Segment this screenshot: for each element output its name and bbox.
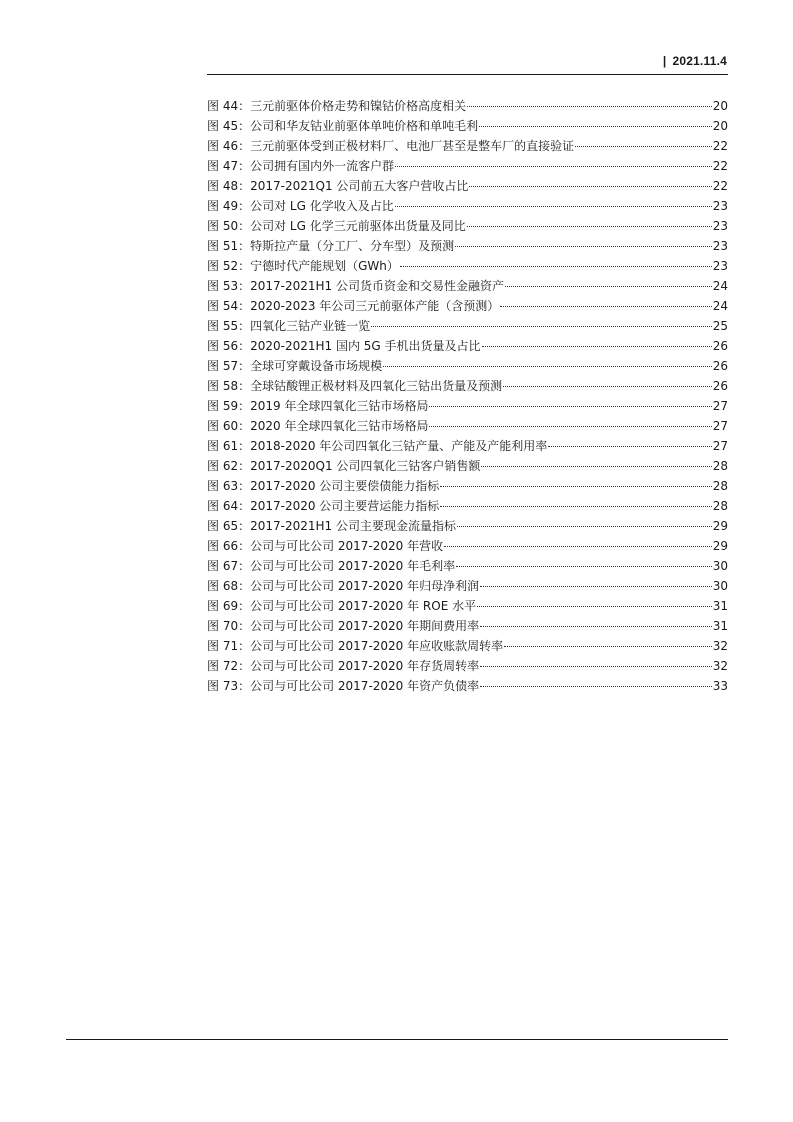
toc-entry-label[interactable]: 图 47：公司拥有国内外一流客户群 <box>207 159 395 173</box>
toc-entry[interactable] <box>207 456 728 476</box>
toc-entry-label[interactable]: 图 58：全球钴酸锂正极材料及四氧化三钴出货量及预测 <box>207 379 503 393</box>
toc-dot-leader <box>477 606 712 607</box>
toc-entry-label[interactable]: 图 68：公司与可比公司 2017-2020 年归母净利润 <box>207 579 480 593</box>
toc-entry-label[interactable]: 图 67：公司与可比公司 2017-2020 年毛利率 <box>207 559 456 573</box>
toc-entry-label[interactable]: 图 62：2017-2020Q1 公司四氧化三钴客户销售额 <box>207 459 481 473</box>
toc-entry-page-number[interactable]: 27 <box>712 419 728 433</box>
toc-entry[interactable] <box>207 296 728 316</box>
toc-entry-label[interactable]: 图 56：2020-2021H1 国内 5G 手机出货量及占比 <box>207 339 481 353</box>
toc-entry-label[interactable]: 图 46：三元前驱体受到正极材料厂、电池厂甚至是整车厂的直接验证 <box>207 139 575 153</box>
toc-entry-page-number[interactable]: 33 <box>712 679 728 693</box>
toc-entry[interactable] <box>207 496 728 516</box>
toc-entry[interactable] <box>207 416 728 436</box>
toc-entry-label[interactable]: 图 61：2018-2020 年公司四氧化三钴产量、产能及产能利用率 <box>207 439 548 453</box>
toc-entry-page-number[interactable]: 26 <box>712 339 728 353</box>
figure-list-toc <box>207 96 728 696</box>
toc-entry-label[interactable]: 图 57：全球可穿戴设备市场规模 <box>207 359 383 373</box>
toc-dot-leader <box>480 666 712 667</box>
report-date-header <box>663 54 727 68</box>
toc-entry-label[interactable]: 图 53：2017-2021H1 公司货币资金和交易性金融资产 <box>207 279 504 293</box>
toc-dot-leader <box>469 186 711 187</box>
toc-entry[interactable] <box>207 556 728 576</box>
toc-entry[interactable] <box>207 576 728 596</box>
toc-entry-page-number[interactable]: 20 <box>712 119 728 133</box>
header-separator: | <box>662 54 667 68</box>
toc-entry-page-number[interactable]: 26 <box>712 379 728 393</box>
toc-entry[interactable] <box>207 256 728 276</box>
toc-dot-leader <box>505 286 712 287</box>
toc-entry-label[interactable]: 图 64：2017-2020 公司主要营运能力指标 <box>207 499 440 513</box>
toc-entry-page-number[interactable]: 27 <box>712 439 728 453</box>
toc-entry-label[interactable]: 图 52：宁德时代产能规划（GWh） <box>207 259 399 273</box>
toc-dot-leader <box>575 146 712 147</box>
toc-dot-leader <box>395 206 712 207</box>
toc-dot-leader <box>444 546 712 547</box>
toc-entry-label[interactable]: 图 44：三元前驱体价格走势和镍钴价格高度相关 <box>207 99 467 113</box>
toc-dot-leader <box>383 366 712 367</box>
toc-dot-leader <box>467 106 712 107</box>
footer-divider <box>66 1039 728 1040</box>
toc-entry-label[interactable]: 图 63：2017-2020 公司主要偿债能力指标 <box>207 479 440 493</box>
toc-dot-leader <box>400 266 712 267</box>
toc-entry-label[interactable]: 图 55：四氧化三钴产业链一览 <box>207 319 371 333</box>
toc-dot-leader <box>482 346 712 347</box>
toc-entry-page-number[interactable]: 23 <box>712 199 728 213</box>
toc-entry[interactable] <box>207 156 728 176</box>
toc-entry-label[interactable]: 图 72：公司与可比公司 2017-2020 年存货周转率 <box>207 659 480 673</box>
toc-entry[interactable] <box>207 536 728 556</box>
header-divider <box>207 74 728 75</box>
toc-entry-label[interactable]: 图 66：公司与可比公司 2017-2020 年营收 <box>207 539 444 553</box>
toc-entry-label[interactable]: 图 45：公司和华友钴业前驱体单吨价格和单吨毛利 <box>207 119 479 133</box>
toc-entry[interactable] <box>207 116 728 136</box>
toc-dot-leader <box>500 306 711 307</box>
toc-entry-page-number[interactable]: 28 <box>712 479 728 493</box>
report-date: 2021.11.4 <box>672 54 727 68</box>
toc-entry[interactable] <box>207 636 728 656</box>
toc-entry-label[interactable]: 图 69：公司与可比公司 2017-2020 年 ROE 水平 <box>207 599 477 613</box>
toc-entry-page-number[interactable]: 22 <box>712 139 728 153</box>
toc-dot-leader <box>479 126 712 127</box>
toc-dot-leader <box>455 246 712 247</box>
toc-entry-page-number[interactable]: 26 <box>712 359 728 373</box>
toc-dot-leader <box>480 586 712 587</box>
toc-entry-page-number[interactable]: 24 <box>712 279 728 293</box>
toc-entry-page-number[interactable]: 24 <box>712 299 728 313</box>
toc-entry-page-number[interactable]: 31 <box>712 619 728 633</box>
toc-dot-leader <box>440 486 711 487</box>
toc-entry[interactable] <box>207 176 728 196</box>
toc-dot-leader <box>504 646 712 647</box>
toc-dot-leader <box>457 526 712 527</box>
toc-dot-leader <box>371 326 712 327</box>
toc-entry-label[interactable]: 图 73：公司与可比公司 2017-2020 年资产负债率 <box>207 679 480 693</box>
toc-entry-page-number[interactable]: 28 <box>712 459 728 473</box>
toc-dot-leader <box>481 466 711 467</box>
toc-dot-leader <box>548 446 711 447</box>
toc-entry-label[interactable]: 图 65：2017-2021H1 公司主要现金流量指标 <box>207 519 456 533</box>
toc-entry-page-number[interactable]: 31 <box>712 599 728 613</box>
toc-entry[interactable] <box>207 436 728 456</box>
toc-dot-leader <box>429 426 711 427</box>
toc-entry[interactable] <box>207 516 728 536</box>
toc-entry-page-number[interactable]: 28 <box>712 499 728 513</box>
toc-entry[interactable] <box>207 396 728 416</box>
toc-entry[interactable] <box>207 336 728 356</box>
toc-entry-label[interactable]: 图 51：特斯拉产量（分工厂、分车型）及预测 <box>207 239 455 253</box>
toc-dot-leader <box>456 566 712 567</box>
toc-entry-page-number[interactable]: 27 <box>712 399 728 413</box>
toc-entry-page-number[interactable]: 22 <box>712 159 728 173</box>
toc-dot-leader <box>429 406 711 407</box>
toc-entry-page-number[interactable]: 23 <box>712 219 728 233</box>
toc-entry[interactable] <box>207 656 728 676</box>
toc-entry-label[interactable]: 图 71：公司与可比公司 2017-2020 年应收账款周转率 <box>207 639 504 653</box>
toc-entry-label[interactable]: 图 60：2020 年全球四氧化三钴市场格局 <box>207 419 429 433</box>
toc-dot-leader <box>480 686 712 687</box>
toc-entry-page-number[interactable]: 32 <box>712 639 728 653</box>
toc-dot-leader <box>395 166 712 167</box>
toc-entry[interactable] <box>207 236 728 256</box>
toc-entry[interactable] <box>207 676 728 696</box>
toc-entry-label[interactable]: 图 50：公司对 LG 化学三元前驱体出货量及同比 <box>207 219 466 233</box>
toc-entry-label[interactable]: 图 54：2020-2023 年公司三元前驱体产能（含预测） <box>207 299 500 313</box>
toc-entry[interactable] <box>207 596 728 616</box>
toc-entry-page-number[interactable]: 30 <box>712 579 728 593</box>
toc-entry-label[interactable]: 图 48：2017-2021Q1 公司前五大客户营收占比 <box>207 179 469 193</box>
toc-entry-page-number[interactable]: 29 <box>712 519 728 533</box>
toc-entry-page-number[interactable]: 22 <box>712 179 728 193</box>
toc-entry-page-number[interactable]: 30 <box>712 559 728 573</box>
toc-entry-page-number[interactable]: 25 <box>712 319 728 333</box>
toc-dot-leader <box>503 386 712 387</box>
toc-entry-page-number[interactable]: 29 <box>712 539 728 553</box>
toc-entry[interactable] <box>207 356 728 376</box>
toc-entry[interactable] <box>207 276 728 296</box>
toc-entry[interactable] <box>207 616 728 636</box>
toc-entry-page-number[interactable]: 32 <box>712 659 728 673</box>
toc-dot-leader <box>440 506 711 507</box>
toc-entry-label[interactable]: 图 59：2019 年全球四氧化三钴市场格局 <box>207 399 429 413</box>
toc-entry[interactable] <box>207 376 728 396</box>
toc-entry-page-number[interactable]: 23 <box>712 259 728 273</box>
toc-entry-page-number[interactable]: 20 <box>712 99 728 113</box>
toc-entry[interactable] <box>207 196 728 216</box>
toc-dot-leader <box>480 626 712 627</box>
toc-entry[interactable] <box>207 216 728 236</box>
toc-entry[interactable] <box>207 136 728 156</box>
toc-entry-label[interactable]: 图 49：公司对 LG 化学收入及占比 <box>207 199 394 213</box>
toc-dot-leader <box>467 226 712 227</box>
toc-entry[interactable] <box>207 316 728 336</box>
toc-entry-page-number[interactable]: 23 <box>712 239 728 253</box>
toc-entry[interactable] <box>207 96 728 116</box>
toc-entry-label[interactable]: 图 70：公司与可比公司 2017-2020 年期间费用率 <box>207 619 480 633</box>
toc-entry[interactable] <box>207 476 728 496</box>
